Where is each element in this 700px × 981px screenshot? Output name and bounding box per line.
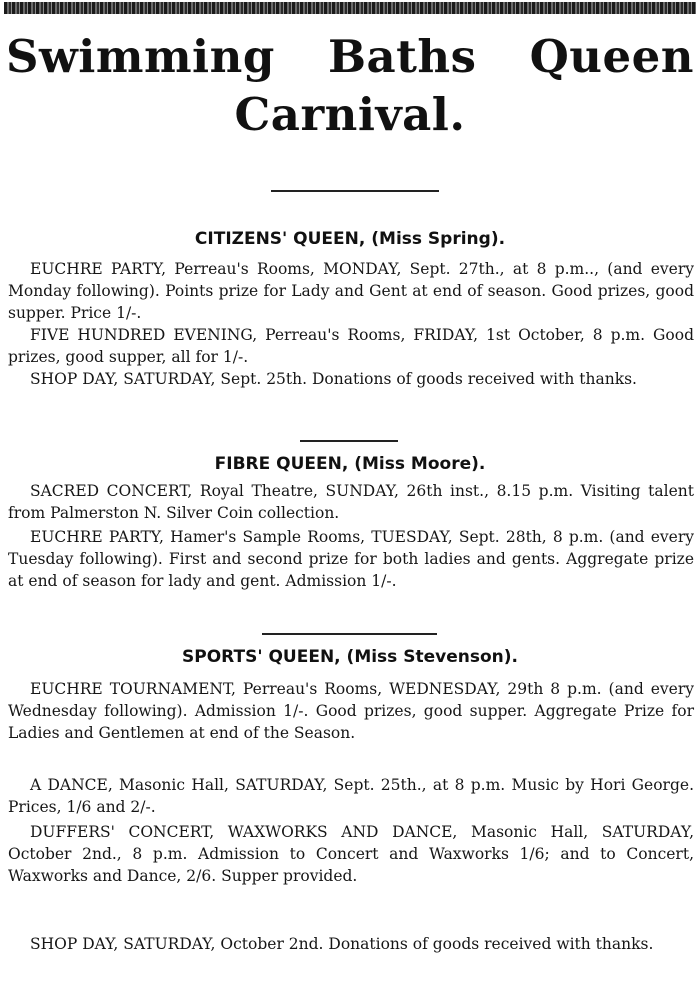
- paragraph-sacred-concert: [8, 480, 694, 524]
- paragraph-five-hundred-evening: [8, 324, 694, 368]
- section-heading-fibre-queen: FIBRE QUEEN, (Miss Moore).: [214, 454, 486, 474]
- paragraph-text: FIVE HUNDRED EVENING, Perreau's Rooms, FRIDAY, 1st October, 8 p.m. Good prizes, good supper, all for 1/-.: [8, 326, 694, 366]
- paragraph-euchre-tournament: [8, 678, 694, 744]
- paragraph-text: EUCHRE TOURNAMENT, Perreau's Rooms, WEDNESDAY, 29th 8 p.m. (and every Wednesday following). Admission 1/-. Good prizes, good supper. Aggregate Prize for Ladies and Gentlemen at end of the Season.: [8, 680, 694, 742]
- section-divider: [300, 440, 398, 442]
- title-line-2: Carnival.: [234, 88, 466, 141]
- title-divider: [271, 190, 439, 192]
- paragraph-text: A DANCE, Masonic Hall, SATURDAY, Sept. 25th., at 8 p.m. Music by Hori George. Prices, 1/6 and 2/-.: [8, 776, 694, 816]
- page-title: [0, 28, 700, 144]
- paragraph-duffers-concert: [8, 821, 694, 887]
- paragraph-text: SACRED CONCERT, Royal Theatre, SUNDAY, 26th inst., 8.15 p.m. Visiting talent from Palmerston N. Silver Coin collection.: [8, 482, 694, 522]
- section-heading-sports-queen: SPORTS' QUEEN, (Miss Stevenson).: [182, 647, 518, 667]
- paragraph-text: SHOP DAY, SATURDAY, Sept. 25th. Donations of goods received with thanks.: [30, 370, 637, 388]
- title-line-1: Swimming Baths Queen: [6, 30, 694, 83]
- paragraph-a-dance: [8, 774, 694, 818]
- paragraph-euchre-party-tuesday: [8, 526, 694, 592]
- paragraph-euchre-party-monday: [8, 258, 694, 324]
- paragraph-shop-day-sept: [8, 368, 694, 390]
- section-heading-citizens-queen: CITIZENS' QUEEN, (Miss Spring).: [194, 229, 506, 249]
- paragraph-text: EUCHRE PARTY, Hamer's Sample Rooms, TUESDAY, Sept. 28th, 8 p.m. (and every Tuesday following). First and second prize for both ladies and gents. Aggregate prize at end of season for lady and gent. Admission 1/-.: [8, 528, 694, 590]
- paragraph-text: SHOP DAY, SATURDAY, October 2nd. Donations of goods received with thanks.: [30, 935, 654, 953]
- section-divider: [262, 633, 437, 635]
- paragraph-text: DUFFERS' CONCERT, WAXWORKS AND DANCE, Masonic Hall, SATURDAY, October 2nd., 8 p.m. Admission to Concert and Waxworks 1/6; and to Concert, Waxworks and Dance, 2/6. Supper provided.: [8, 823, 694, 885]
- paragraph-shop-day-october: [8, 933, 694, 955]
- paragraph-text: EUCHRE PARTY, Perreau's Rooms, MONDAY, Sept. 27th., at 8 p.m.., (and every Monday following). Points prize for Lady and Gent at end of season. Good prizes, good supper. Price 1/-.: [8, 260, 694, 322]
- top-border-rule: [4, 2, 696, 14]
